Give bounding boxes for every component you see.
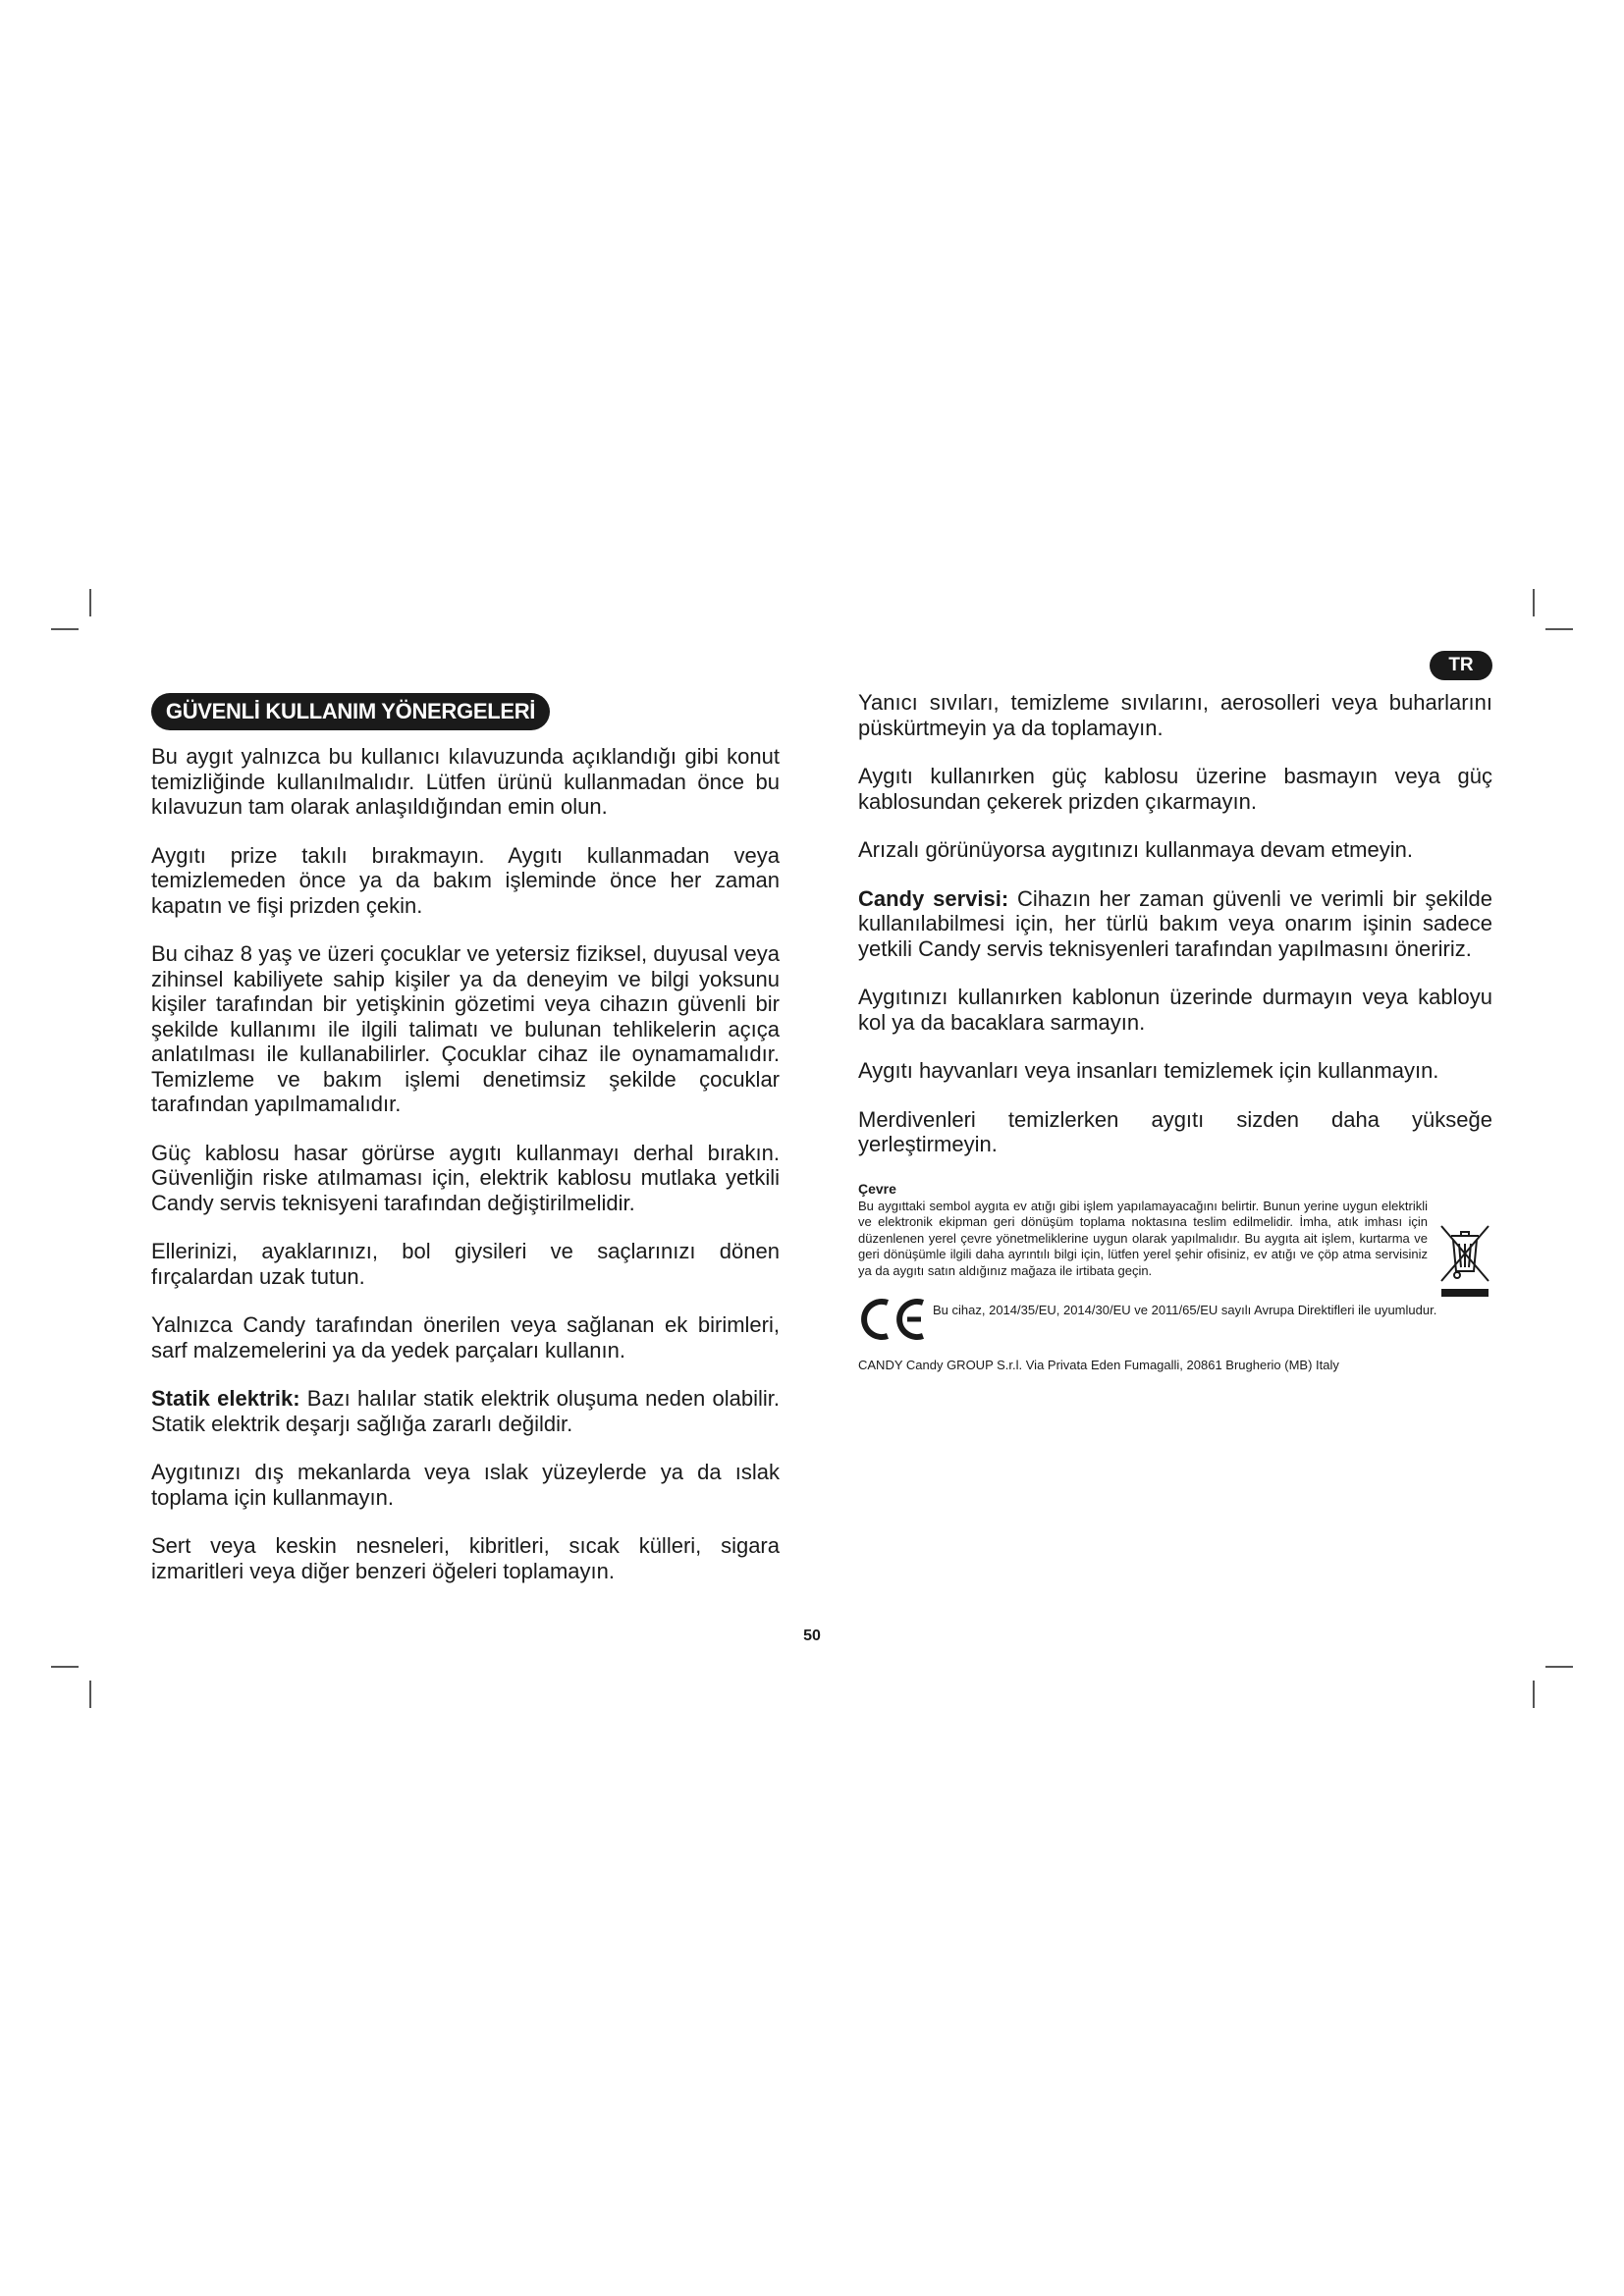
crop-mark bbox=[89, 1681, 91, 1708]
paragraph: Güç kablosu hasar görürse aygıtı kullanmayı derhal bırakın. Güvenliğin riske atılmaması için, elektrik kablosu mutlaka yetkili Candy servis teknisyeni tarafından değiştirilmelidir. bbox=[151, 1140, 780, 1215]
paragraph: Bu cihaz 8 yaş ve üzeri çocuklar ve yetersiz fiziksel, duyusal veya zihinsel kabiliyete sahip kişiler ya da deneyim ve bilgi yoksunu kişiler tarafından bir yetişkinin gözetimi veya cihazın güvenli bir şekilde kullanımı ile ilgili talimatı ve bulunan tehlikelerin açıça anlatılması ile kullanabilirler. Çocuklar cihaz ile oynamamalıdır. Temizleme ve bakım işlemi denetimsiz şekilde çocuklar tarafından yapılmamalıdır. bbox=[151, 941, 780, 1116]
language-badge: TR bbox=[1430, 651, 1492, 680]
crop-mark bbox=[89, 589, 91, 616]
crossed-out-wheelie-bin-icon bbox=[1437, 1220, 1492, 1299]
ce-mark-icon bbox=[858, 1297, 929, 1342]
paragraph: Sert veya keskin nesneleri, kibritleri, sıcak külleri, sigara izmaritleri veya diğer benzeri öğeleri toplamayın. bbox=[151, 1533, 780, 1583]
paragraph: Yanıcı sıvıları, temizleme sıvılarını, aerosolleri veya buharlarını püskürtmeyin ya da toplamayın. bbox=[858, 690, 1492, 740]
candy-service-text: Cihazın her zaman güvenli ve verimli bir şekilde kullanılabilmesi için, her türlü bakım veya onarım işinin sadece yetkili Candy servis teknisyenleri tarafından yapılmasını öneririz. bbox=[858, 885, 1492, 961]
paragraph: Bu aygıt yalnızca bu kullanıcı kılavuzunda açıklandığı gibi konut temizliğinde kullanılmalıdır. Lütfen ürünü kullanmadan önce bu kılavuzun tam olarak anlaşıldığından emin olun. bbox=[151, 744, 780, 819]
crop-mark bbox=[51, 1666, 79, 1668]
candy-service-label: Candy servisi: bbox=[858, 885, 1009, 911]
static-electricity-text: Bazı halılar statik elektrik oluşuma neden olabilir. Statik elektrik deşarjı sağlığa zararlı değildir. bbox=[151, 1386, 780, 1436]
static-electricity-label: Statik elektrik: bbox=[151, 1386, 300, 1411]
crop-mark bbox=[51, 628, 79, 630]
right-column bbox=[858, 690, 1492, 1374]
environment-text: Bu aygıttaki sembol aygıta ev atığı gibi işlem yapılamayacağını belirtir. Bunun yerine uygun elektrikli ve elektronik ekipman geri dönüşüm toplama noktasına teslim edilmelidir. İmha, atık imhası için düzenlenen yerel çevre yönetmeliklerine uygun olarak yapılmalıdır. Bu aygıta ait işlem, kurtarma ve geri dönüşümle ilgili daha ayrıntılı bilgi için, lütfen yerel şehir ofisiniz, ev atığı ve çöp atma servisiniz ya da aygıtı satın aldığınız mağaza ile irtibata geçin. bbox=[858, 1198, 1428, 1278]
paragraph: Aygıtınızı kullanırken kablonun üzerinde durmayın veya kabloyu kol ya da bacaklara sarmayın. bbox=[858, 985, 1492, 1035]
crop-mark bbox=[1545, 1666, 1573, 1668]
paragraph: Aygıtı prize takılı bırakmayın. Aygıtı kullanmadan veya temizlemeden önce ya da bakım işleminde önce her zaman kapatın ve fişi prizden çekin. bbox=[151, 842, 780, 918]
ce-text: Bu cihaz, 2014/35/EU, 2014/30/EU ve 2011/65/EU sayılı Avrupa Direktifleri ile uyumludur. bbox=[933, 1303, 1437, 1317]
environment-section bbox=[858, 1181, 1492, 1280]
ce-section bbox=[858, 1297, 1492, 1342]
company-address: CANDY Candy GROUP S.r.l. Via Privata Eden Fumagalli, 20861 Brugherio (MB) Italy bbox=[858, 1358, 1339, 1372]
crop-mark bbox=[1533, 1681, 1535, 1708]
environment-title: Çevre bbox=[858, 1180, 896, 1197]
left-column bbox=[151, 744, 780, 1607]
paragraph: Aygıtınızı dış mekanlarda veya ıslak yüzeylerde ya da ıslak toplama için kullanmayın. bbox=[151, 1460, 780, 1510]
paragraph: Merdivenleri temizlerken aygıtı sizden daha yükseğe yerleştirmeyin. bbox=[858, 1106, 1492, 1156]
paragraph: Aygıtı kullanırken güç kablosu üzerine basmayın veya güç kablosundan çekerek prizden çıkarmayın. bbox=[858, 764, 1492, 814]
paragraph: Yalnızca Candy tarafından önerilen veya sağlanan ek birimleri, sarf malzemelerini ya da yedek parçaları kullanın. bbox=[151, 1312, 780, 1362]
candy-service-paragraph bbox=[858, 886, 1492, 962]
crop-mark bbox=[1533, 589, 1535, 616]
paragraph: Aygıtı hayvanları veya insanları temizlemek için kullanmayın. bbox=[858, 1058, 1439, 1083]
page-number: 50 bbox=[803, 1628, 821, 1644]
section-title: GÜVENLİ KULLANIM YÖNERGELERİ bbox=[151, 693, 550, 730]
static-electricity-paragraph bbox=[151, 1386, 780, 1436]
crop-mark bbox=[1545, 628, 1573, 630]
paragraph: Ellerinizi, ayaklarınızı, bol giysileri ve saçlarınızı dönen fırçalardan uzak tutun. bbox=[151, 1239, 780, 1289]
paragraph: Arızalı görünüyorsa aygıtınızı kullanmaya devam etmeyin. bbox=[858, 837, 1413, 862]
